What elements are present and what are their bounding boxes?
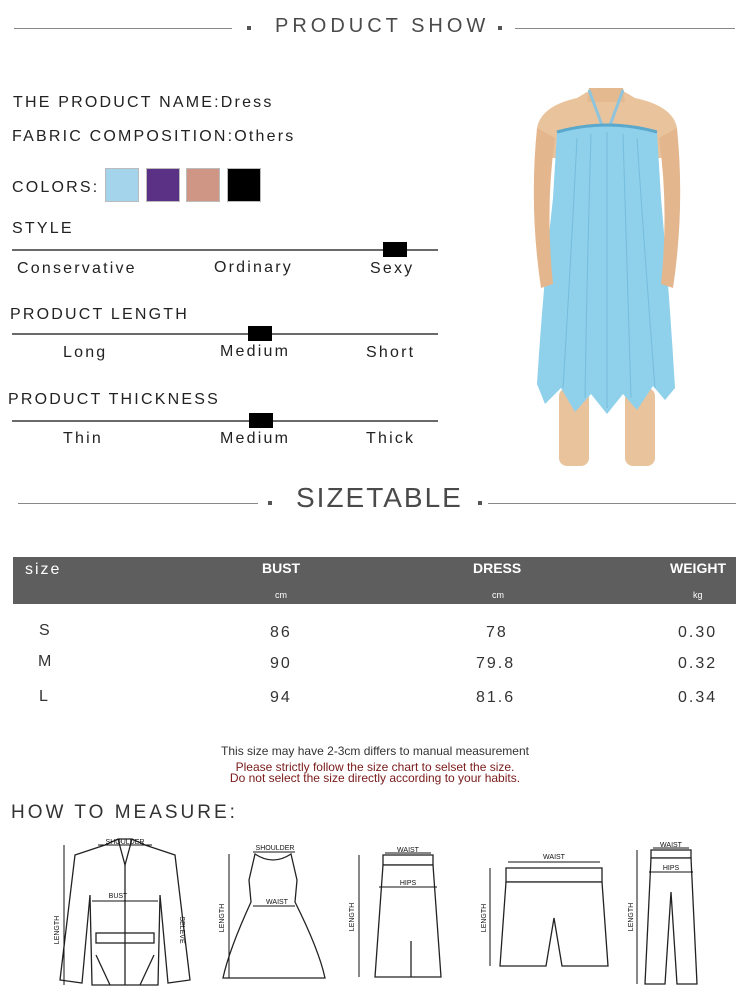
col-header-bust: BUST [262,560,301,576]
cell-bust: 94 [270,689,292,706]
sizetable-rule-left [18,503,258,504]
cell-weight: 0.34 [678,689,718,706]
color-swatch-light-blue[interactable] [105,168,139,202]
fabric-label: FABRIC COMPOSITION: [12,128,235,145]
sizetable-rule-right [488,503,736,504]
header-rule-left [14,28,232,29]
dress-measure-diagram [215,840,330,990]
length-title: PRODUCT LENGTH [10,306,189,323]
thickness-option-medium: Medium [220,430,291,447]
page-title: PRODUCT SHOW [275,15,490,37]
thickness-title: PRODUCT THICKNESS [8,391,220,408]
length-option-short: Short [366,344,416,361]
cell-size: L [39,688,50,705]
pants-measure-diagram [625,842,715,992]
label-length: LENGTH [54,915,61,945]
dress-body [537,125,675,414]
cell-dress: 78 [486,624,508,641]
label-shoulder: SHOULDER [105,839,145,846]
note-measurement: This size may have 2-3cm differs to manual measurement [221,744,529,758]
label-waist: WAIST [543,854,565,861]
color-swatch-black[interactable] [227,168,261,202]
length-scale-line [12,333,438,335]
style-selected-marker [383,242,407,257]
cell-dress: 79.8 [476,655,516,672]
note-warning-2: Do not select the size directly according to your habits. [229,771,521,785]
color-swatch-purple[interactable] [146,168,180,202]
label-length: LENGTH [481,903,488,933]
label-waist: WAIST [660,842,682,849]
cell-weight: 0.32 [678,655,718,672]
label-bust: BUST [108,893,128,900]
label-waist: WAIST [266,899,288,906]
header-rule-right [515,28,735,29]
header-dot-left [247,26,251,30]
label-length: LENGTH [349,902,356,932]
fabric-value: Others [234,128,296,145]
thickness-scale-line [12,420,438,422]
cell-bust: 90 [270,655,292,672]
thickness-selected-marker [249,413,273,428]
size-table-header [13,557,736,604]
cell-size: S [39,622,52,639]
col-header-weight: WEIGHT [670,560,726,576]
product-name-label: THE PRODUCT NAME: [13,94,221,111]
style-option-ordinary: Ordinary [214,259,293,276]
jacket-measure-diagram [50,835,200,993]
product-name-row [13,94,274,112]
header-dot-right [498,26,502,30]
shorts-measure-diagram [478,848,613,976]
label-length: LENGTH [628,902,635,932]
label-shoulder: SHOULDER [255,845,295,852]
product-photo [527,88,687,466]
length-option-long: Long [63,344,108,361]
style-scale-line [12,249,438,251]
cell-bust: 86 [270,624,292,641]
style-title: STYLE [12,220,74,237]
col-header-dress: DRESS [473,560,522,576]
length-selected-marker [248,326,272,341]
length-option-medium: Medium [220,343,291,360]
product-name-value: Dress [220,94,274,111]
label-hips: HIPS [662,865,680,872]
sizetable-dot-left [268,501,272,505]
thickness-option-thin: Thin [63,430,103,447]
col-unit-bust: cm [275,590,287,600]
fabric-row [12,128,295,146]
label-hips: HIPS [399,880,417,887]
style-option-sexy: Sexy [370,260,415,277]
col-unit-dress: cm [492,590,504,600]
note-warning-1: Please strictly follow the size chart to selset the size. [235,760,515,774]
style-option-conservative: Conservative [17,260,137,277]
label-sleeve: SELEVE [178,916,185,944]
cell-weight: 0.30 [678,624,718,641]
colors-label: COLORS: [12,179,100,196]
color-swatch-pink[interactable] [186,168,220,202]
sizetable-title: SIZETABLE [296,482,463,513]
col-unit-weight: kg [693,590,703,600]
thickness-option-thick: Thick [366,430,416,447]
label-length: LENGTH [219,903,226,933]
col-header-size: size [25,561,62,578]
label-waist: WAIST [397,847,419,854]
skirt-measure-diagram [345,845,445,990]
sizetable-dot-right [478,501,482,505]
cell-dress: 81.6 [476,689,516,706]
how-to-measure-title: HOW TO MEASURE: [11,802,238,823]
cell-size: M [38,653,54,670]
